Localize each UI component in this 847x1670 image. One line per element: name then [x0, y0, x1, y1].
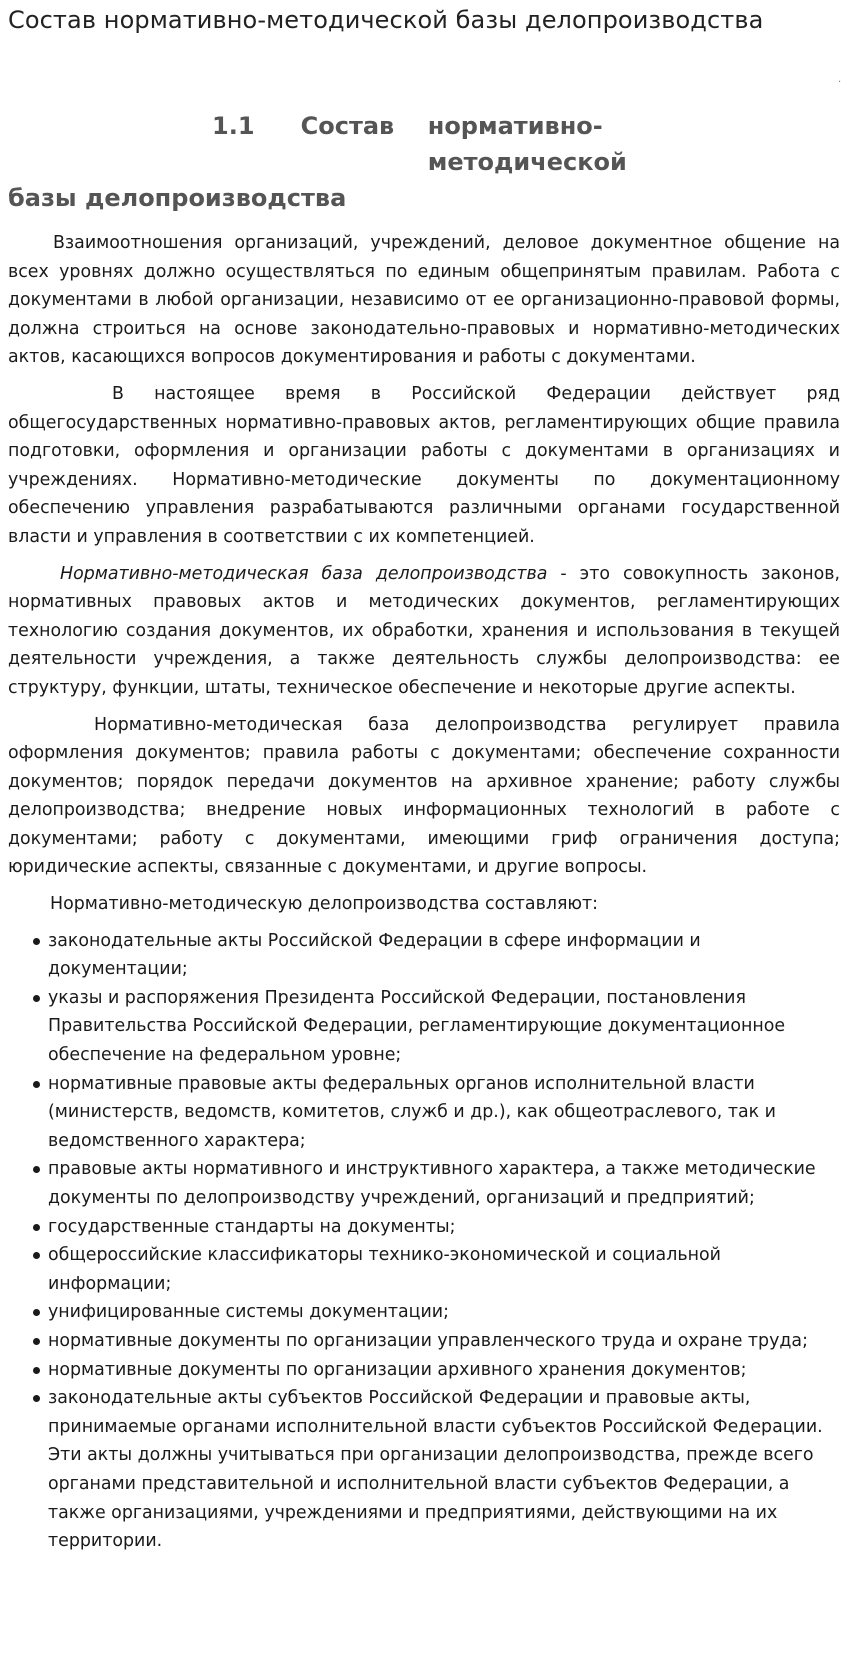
- list-item: общероссийские классификаторы технико-экономической и социальной информации;: [8, 1241, 840, 1298]
- page-title: Состав нормативно-методической базы делопроизводства: [8, 6, 764, 34]
- paragraph-3: [8, 560, 840, 703]
- list-intro: Нормативно-методическую делопроизводства составляют:: [50, 894, 599, 915]
- paragraph-4: Нормативно-методическая база делопроизводства регулирует правила оформления документов; правила работы с документами; обеспечение сохранности документов; порядок передачи документов на архивное хранение; работу службы делопроизводства; внедрение новых информационных технологий в работе с документами; работу с документами, имеющими гриф ограничения доступа; юридические аспекты, связанные с документами, и другие вопросы.: [8, 714, 840, 878]
- list-item: законодательные акты субъектов Российской Федерации и правовые акты, принимаемые органами исполнительной власти субъектов Российской Федерации. Эти акты должны учитываться при организации делопроизводства, прежде всего органами представительной и исполнительной власти субъектов Федерации, а также организациями, учреждениями и предприятиями, действующими на их территории.: [8, 1384, 840, 1556]
- section-heading-line-2: базы делопроизводства: [8, 184, 347, 212]
- bullet-list: [8, 927, 840, 1556]
- paragraph-2: В настоящее время в Российской Федерации действует ряд общегосударственных нормативно-правовых актов, регламентирующих общие правила подготовки, оформления и организации работы с документами в организациях и учреждениях. Нормативно-методические документы по документационному обеспечению управления разрабатываются различными органами государственной власти и управления в соответствии с их компетенцией.: [8, 383, 840, 547]
- list-item: нормативные документы по организации архивного хранения документов;: [8, 1356, 840, 1385]
- paragraph-3-term: Нормативно-методическая база делопроизводства: [60, 563, 548, 584]
- list-item: нормативные документы по организации управленческого труда и охране труда;: [8, 1327, 840, 1356]
- list-item: законодательные акты Российской Федерации в сфере информации и документации;: [8, 927, 840, 984]
- list-item: нормативные правовые акты федеральных органов исполнительной власти (министерств, ведомств, комитетов, служб и др.), как общеотраслевого, так и ведомственного характера;: [8, 1070, 840, 1156]
- document-body: [8, 229, 840, 1556]
- corner-mark: .: [838, 74, 842, 85]
- paragraph-3-text: - это совокупность законов, нормативных правовых актов и методических документов, регламентирующих технологию создания документов, их обработки, хранения и использования в текущей деятельности учреждения, а также деятельность службы делопроизводства: ее структуру, функции, штаты, техническое обеспечение и некоторые другие аспекты.: [8, 563, 840, 698]
- paragraph-1: Взаимоотношения организаций, учреждений, деловое документное общение на всех уровнях должно осуществляться по единым общепринятым правилам. Работа с документами в любой организации, независимо от ее организационно-правовой формы, должна строиться на основе законодательно-правовых и нормативно-методических актов, касающихся вопросов документирования и работы с документами.: [8, 233, 840, 368]
- list-item: унифицированные системы документации;: [8, 1298, 840, 1327]
- section-heading: [8, 108, 788, 216]
- list-item: правовые акты нормативного и инструктивного характера, а также методические документы по делопроизводству учреждений, организаций и предприятий;: [8, 1155, 840, 1212]
- section-heading-word-1: Состав: [300, 112, 395, 140]
- list-item: указы и распоряжения Президента Российской Федерации, постановления Правительства Российской Федерации, регламентирующие документационное обеспечение на федеральном уровне;: [8, 984, 840, 1070]
- section-heading-word-2: нормативно-методической: [427, 112, 627, 176]
- list-item: государственные стандарты на документы;: [8, 1213, 840, 1242]
- section-number: 1.1: [212, 112, 255, 140]
